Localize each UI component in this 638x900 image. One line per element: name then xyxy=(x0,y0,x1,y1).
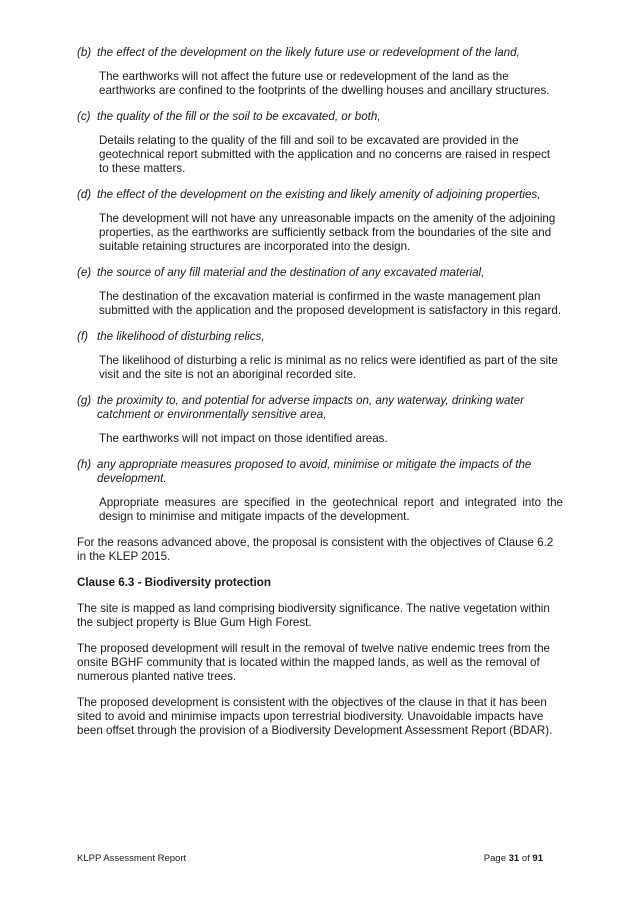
criterion-heading xyxy=(77,188,563,202)
criterion-heading xyxy=(77,330,563,344)
body-paragraph: The proposed development will result in the removal of twelve native endemic trees from the onsite BGHF community that is located within the mapped lands, as well as the removal of numerous planted native trees. xyxy=(77,642,551,683)
criterion-title: the effect of the development on the existing and likely amenity of adjoining properties, xyxy=(97,188,541,201)
criterion-d xyxy=(77,188,563,254)
criterion-response: The earthworks will not affect the future use or redevelopment of the land as the earthworks are confined to the footprints of the dwelling houses and ancillary structures. xyxy=(99,70,550,97)
of-word: of xyxy=(521,853,530,864)
criterion-g xyxy=(77,394,563,446)
criterion-letter: (g) xyxy=(77,394,92,407)
criterion-response: The likelihood of disturbing a relic is minimal as no relics were identified as part of the site visit and the site is not an aboriginal recorded site. xyxy=(99,354,558,381)
criterion-title: the effect of the development on the likely future use or redevelopment of the land, xyxy=(97,46,520,59)
body-paragraph: The site is mapped as land comprising biodiversity significance. The native vegetation within the subject property is Blue Gum High Forest. xyxy=(77,602,550,629)
criterion-heading xyxy=(77,110,563,124)
page-indicator xyxy=(484,853,543,865)
criterion-c xyxy=(77,110,563,176)
criterion-f xyxy=(77,330,563,382)
criterion-heading xyxy=(77,458,563,486)
page-content xyxy=(77,46,563,750)
criterion-letter: (f) xyxy=(77,330,88,343)
body-paragraph: The proposed development is consistent with the objectives of the clause in that it has been sited to avoid and minimise impacts upon terrestrial biodiversity. Unavoidable impacts have been offset through the provision of a Biodiversity Development Assessment Report (BDAR). xyxy=(77,696,553,737)
criterion-h xyxy=(77,458,563,524)
page-word: Page xyxy=(483,853,506,864)
criterion-title: the proximity to, and potential for adverse impacts on, any waterway, drinking water catchment or environmentally sensitive area, xyxy=(97,394,525,421)
clause-heading: Clause 6.3 - Biodiversity protection xyxy=(77,576,271,589)
criterion-e xyxy=(77,266,563,318)
criterion-response: The destination of the excavation material is confirmed in the waste management plan submitted with the application and the proposed development is satisfactory in this regard. xyxy=(99,290,562,317)
report-name: KLPP Assessment Report xyxy=(77,853,187,864)
criterion-response: Details relating to the quality of the fill and soil to be excavated are provided in the geotechnical report submitted with the application and no concerns are raised in respect to these matters. xyxy=(99,134,551,175)
criterion-response: The earthworks will not impact on those identified areas. xyxy=(99,432,388,445)
criterion-letter: (c) xyxy=(77,110,91,123)
page-number: 31 xyxy=(508,853,520,864)
criterion-letter: (d) xyxy=(77,188,92,201)
criterion-heading xyxy=(77,266,563,280)
criterion-title: the quality of the fill or the soil to be excavated, or both, xyxy=(97,110,381,123)
criterion-response: The development will not have any unreasonable impacts on the amenity of the adjoining properties, as the earthworks are sufficiently setback from the boundaries of the site and suitable retaining structures are incorporated into the design. xyxy=(99,212,556,253)
criterion-letter: (h) xyxy=(77,458,92,471)
criterion-letter: (b) xyxy=(77,46,92,59)
criterion-letter: (e) xyxy=(77,266,92,279)
page-total: 91 xyxy=(532,853,543,864)
criterion-heading xyxy=(77,394,563,422)
conclusion-paragraph: For the reasons advanced above, the proposal is consistent with the objectives of Clause 6.2 in the KLEP 2015. xyxy=(77,536,554,563)
criterion-title: any appropriate measures proposed to avoid, minimise or mitigate the impacts of the development. xyxy=(97,458,532,485)
criterion-b xyxy=(77,46,563,98)
criterion-title: the likelihood of disturbing relics, xyxy=(97,330,265,343)
criterion-response: Appropriate measures are specified in the geotechnical report and integrated into the design to minimise and mitigate impacts of the development. xyxy=(99,496,563,523)
criterion-title: the source of any fill material and the destination of any excavated material, xyxy=(97,266,485,279)
criterion-heading xyxy=(77,46,563,60)
